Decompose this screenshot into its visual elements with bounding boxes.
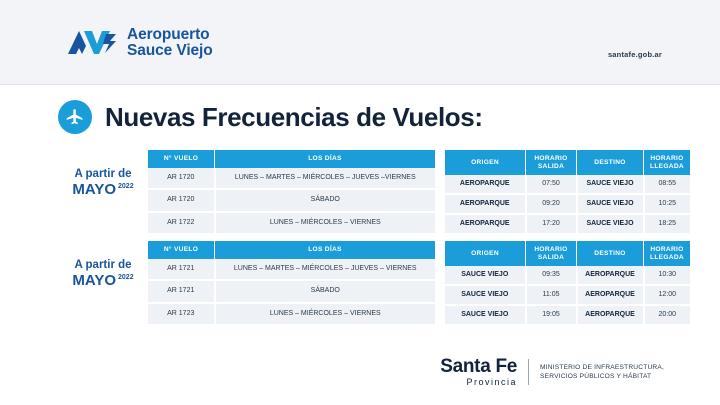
col-departure-line2: SALIDA xyxy=(537,162,565,170)
table-row xyxy=(148,259,435,280)
cell-departure: 17:20 xyxy=(526,214,577,233)
col-origin: ORIGEN xyxy=(445,241,526,266)
col-arrival-line1: HORARIO xyxy=(650,155,684,162)
cell-departure: 09:20 xyxy=(526,194,577,214)
page-title xyxy=(58,100,483,134)
table-header-row xyxy=(445,241,690,266)
effective-date-month: MAYO xyxy=(72,272,117,289)
effective-date-month: MAYO xyxy=(72,181,117,198)
cell-departure: 07:50 xyxy=(526,175,577,194)
cell-flight: AR 1721 xyxy=(148,259,215,280)
schedule-block-inbound xyxy=(58,241,684,324)
cell-departure: 19:05 xyxy=(526,305,577,324)
effective-date-line1: A partir de xyxy=(74,168,132,180)
santa-fe-logo xyxy=(440,357,517,387)
flight-days-table-0 xyxy=(148,150,435,233)
table-row xyxy=(148,303,435,324)
table-row xyxy=(445,285,690,305)
cell-flight: AR 1721 xyxy=(148,280,215,303)
table-row xyxy=(148,212,435,233)
cell-departure: 09:35 xyxy=(526,266,577,285)
schedule-tables-1 xyxy=(148,241,690,324)
ministry-line-1: MINISTERIO DE INFRAESTRUCTURA, xyxy=(540,364,664,371)
cell-arrival: 10:30 xyxy=(644,266,691,285)
logo-line-2: Sauce Viejo xyxy=(127,42,213,59)
cell-arrival: 10:25 xyxy=(644,194,691,214)
cell-origin: AEROPARQUE xyxy=(445,194,526,214)
page-footer xyxy=(0,347,720,405)
cell-flight: AR 1720 xyxy=(148,189,215,212)
cell-flight: AR 1720 xyxy=(148,168,215,189)
table-row xyxy=(148,189,435,212)
table-row xyxy=(445,214,690,233)
col-departure-line2: SALIDA xyxy=(537,253,565,261)
cell-destination: AEROPARQUE xyxy=(577,285,644,305)
cell-days: LUNES – MARTES – MIÉRCOLES – JUEVES – VIERNES xyxy=(215,259,436,280)
table-row xyxy=(445,266,690,285)
cell-flight: AR 1722 xyxy=(148,212,215,233)
cell-origin: SAUCE VIEJO xyxy=(445,305,526,324)
cell-days: LUNES – MIÉRCOLES – VIERNES xyxy=(215,303,436,324)
cell-days: SÁBADO xyxy=(215,280,436,303)
table-row xyxy=(445,194,690,214)
logo-line-1: Aeropuerto xyxy=(127,26,210,43)
table-row xyxy=(445,175,690,194)
cell-origin: AEROPARQUE xyxy=(445,214,526,233)
effective-date-line1: A partir de xyxy=(74,259,132,271)
col-arrival-line2: LLEGADA xyxy=(650,162,684,170)
table-header-row xyxy=(445,150,690,175)
footer-divider xyxy=(528,359,529,385)
col-arrival xyxy=(644,150,691,175)
santa-fe-subtitle: Provincia xyxy=(466,377,518,387)
flight-days-table-1 xyxy=(148,241,435,324)
col-destination: DESTINO xyxy=(577,150,644,175)
effective-date-year: 2022 xyxy=(118,182,134,190)
cell-arrival: 20:00 xyxy=(644,305,691,324)
col-departure-line1: HORARIO xyxy=(534,246,568,253)
cell-arrival: 08:55 xyxy=(644,175,691,194)
col-arrival-line2: LLEGADA xyxy=(650,253,684,261)
cell-destination: AEROPARQUE xyxy=(577,305,644,324)
effective-date-label-0 xyxy=(58,150,148,199)
cell-days: LUNES – MIÉRCOLES – VIERNES xyxy=(215,212,436,233)
table-row xyxy=(445,305,690,324)
col-flight: N° VUELO xyxy=(148,150,215,168)
cell-days: LUNES – MARTES – MIÉRCOLES – JUEVES –VIERNES xyxy=(215,168,436,189)
site-url[interactable]: santafe.gob.ar xyxy=(607,50,662,59)
table-row xyxy=(148,280,435,303)
cell-destination: SAUCE VIEJO xyxy=(577,175,644,194)
col-days: LOS DÍAS xyxy=(215,150,436,168)
col-origin: ORIGEN xyxy=(445,150,526,175)
col-arrival xyxy=(644,241,691,266)
cell-arrival: 12:00 xyxy=(644,285,691,305)
cell-origin: AEROPARQUE xyxy=(445,175,526,194)
footer-branding xyxy=(440,357,664,387)
col-departure xyxy=(526,150,577,175)
col-flight: N° VUELO xyxy=(148,241,215,259)
airport-logo xyxy=(66,27,213,59)
ministry-line-2: SERVICIOS PÚBLICOS Y HÁBITAT xyxy=(540,373,652,380)
schedule-tables-0 xyxy=(148,150,690,233)
page-title-text: Nuevas Frecuencias de Vuelos: xyxy=(105,101,483,132)
cell-destination: SAUCE VIEJO xyxy=(577,194,644,214)
cell-origin: SAUCE VIEJO xyxy=(445,266,526,285)
cell-destination: SAUCE VIEJO xyxy=(577,214,644,233)
col-departure xyxy=(526,241,577,266)
col-departure-line1: HORARIO xyxy=(534,155,568,162)
ministry-text xyxy=(540,363,664,381)
effective-date-label-1 xyxy=(58,241,148,290)
table-header-row xyxy=(148,150,435,168)
route-times-table-1 xyxy=(445,241,690,324)
schedule-block-outbound xyxy=(58,150,684,233)
route-times-table-0 xyxy=(445,150,690,233)
col-days: LOS DÍAS xyxy=(215,241,436,259)
cell-flight: AR 1723 xyxy=(148,303,215,324)
table-row xyxy=(148,168,435,189)
cell-departure: 11:05 xyxy=(526,285,577,305)
col-arrival-line1: HORARIO xyxy=(650,246,684,253)
cell-origin: SAUCE VIEJO xyxy=(445,285,526,305)
airplane-icon xyxy=(58,100,92,134)
page-header xyxy=(0,0,720,85)
effective-date-year: 2022 xyxy=(118,273,134,281)
cell-days: SÁBADO xyxy=(215,189,436,212)
table-header-row xyxy=(148,241,435,259)
col-destination: DESTINO xyxy=(577,241,644,266)
airport-logo-text xyxy=(127,27,213,59)
cell-arrival: 18:25 xyxy=(644,214,691,233)
asv-logo-icon xyxy=(66,28,118,58)
santa-fe-name: Santa Fe xyxy=(440,356,518,377)
cell-destination: AEROPARQUE xyxy=(577,266,644,285)
